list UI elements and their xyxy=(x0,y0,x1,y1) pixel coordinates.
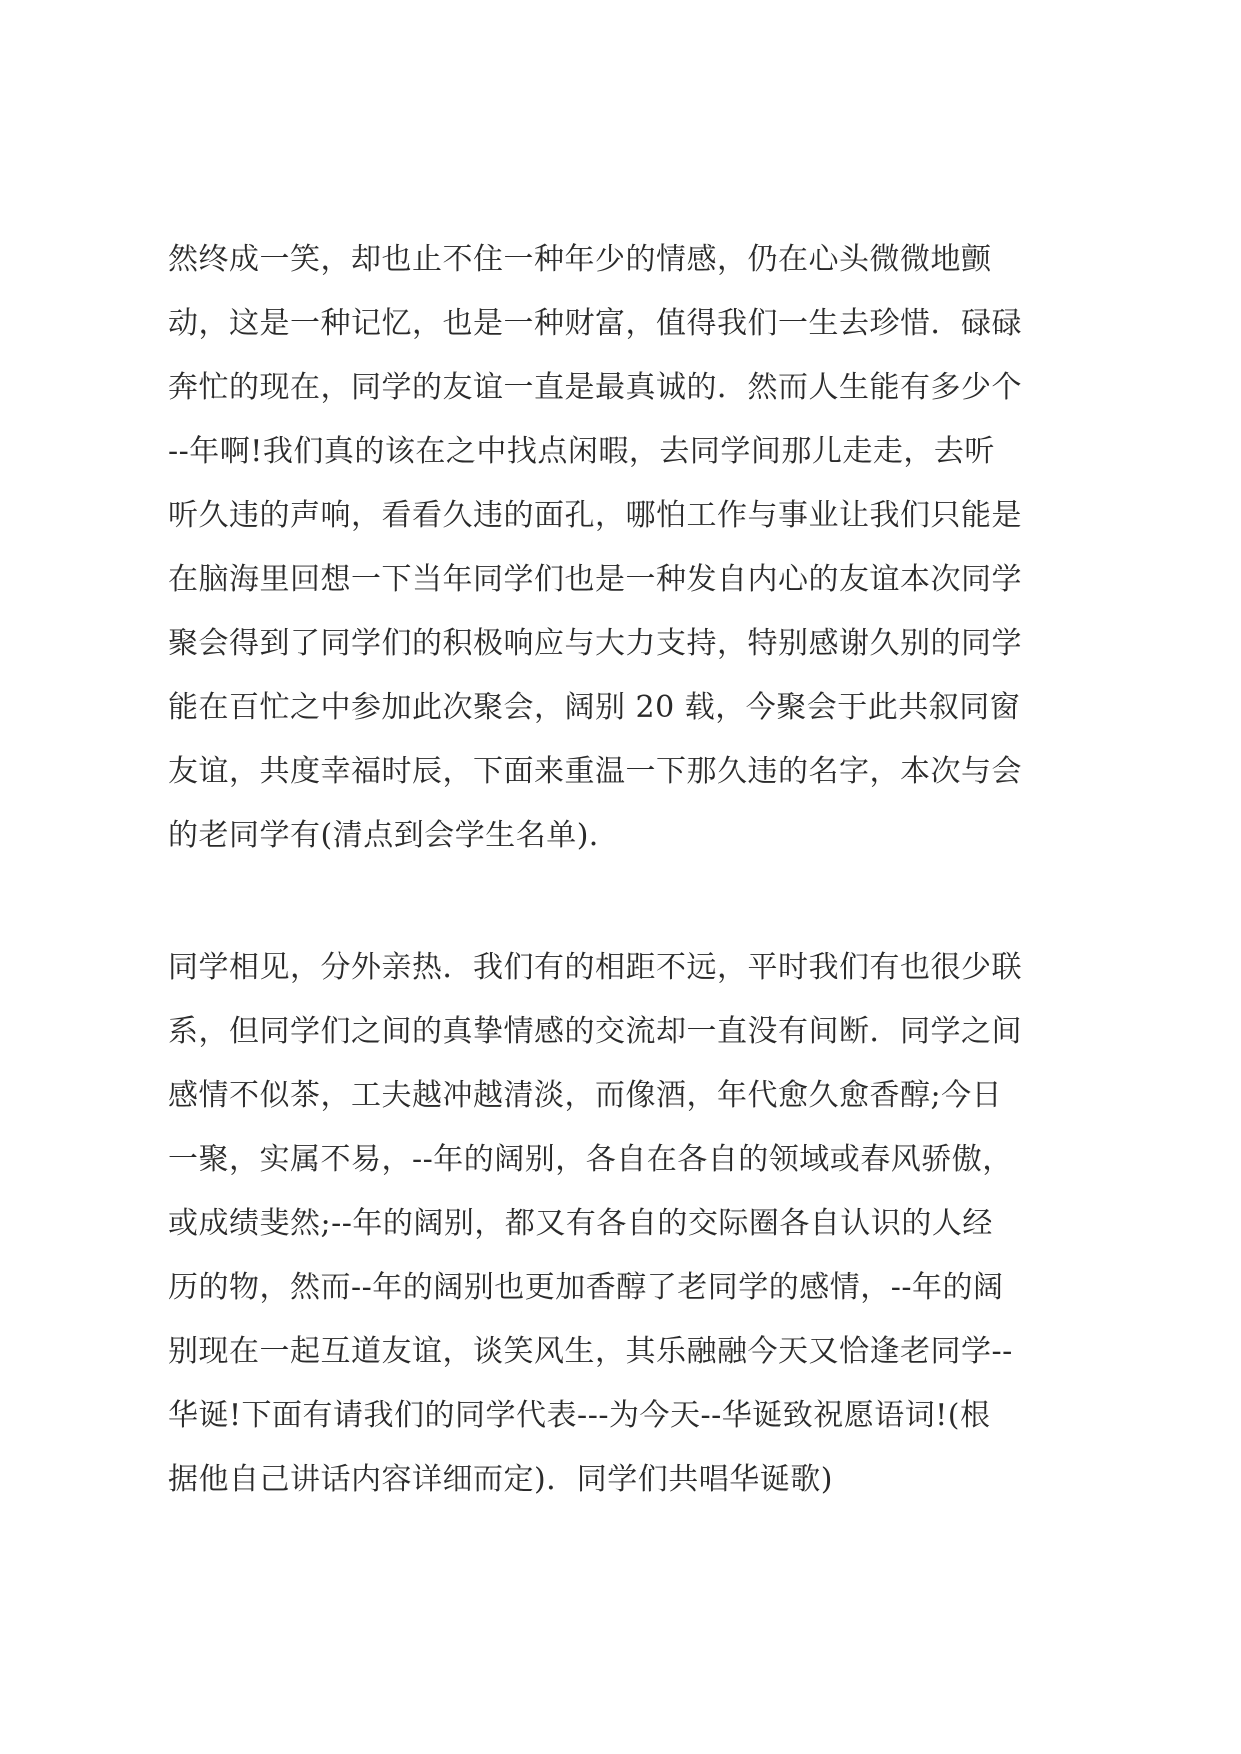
text-line: 感情不似茶，工夫越冲越清淡，而像酒，年代愈久愈香醇;今日 xyxy=(168,1078,1003,1113)
text-line: 同学相见，分外亲热．我们有的相距不远，平时我们有也很少联 xyxy=(168,950,1022,985)
text-line: 别现在一起互道友谊，谈笑风生，其乐融融今天又恰逢老同学-- xyxy=(168,1334,1013,1369)
text-line: 系，但同学们之间的真挚情感的交流却一直没有间断．同学之间 xyxy=(168,1014,1022,1049)
paragraph-1 xyxy=(168,228,1098,868)
text-line: 一聚，实属不易，--年的阔别，各自在各自的领域或春风骄傲， xyxy=(168,1142,1013,1177)
text-line: 听久违的声响，看看久违的面孔，哪怕工作与事业让我们只能是 xyxy=(168,498,1022,533)
text-line: 然终成一笑，却也止不住一种年少的情感，仍在心头微微地颤 xyxy=(168,242,992,277)
text-line: 或成绩斐然;--年的阔别，都又有各自的交际圈各自认识的人经 xyxy=(168,1206,993,1241)
paragraph-2 xyxy=(168,936,1098,1512)
text-line: 据他自己讲话内容详细而定)．同学们共唱华诞歌) xyxy=(168,1462,833,1497)
text-line: 历的物，然而--年的阔别也更加香醇了老同学的感情，--年的阔 xyxy=(168,1270,1004,1305)
text-line: --年啊!我们真的该在之中找点闲暇，去同学间那儿走走，去听 xyxy=(168,434,995,469)
text-line: 聚会得到了同学们的积极响应与大力支持，特别感谢久别的同学 xyxy=(168,626,1022,661)
text-line: 友谊，共度幸福时辰，下面来重温一下那久违的名字，本次与会 xyxy=(168,754,1022,789)
text-line: 动，这是一种记忆，也是一种财富，值得我们一生去珍惜．碌碌 xyxy=(168,306,1022,341)
text-line: 能在百忙之中参加此次聚会，阔别 20 载，今聚会于此共叙同窗 xyxy=(168,690,1021,725)
text-line: 在脑海里回想一下当年同学们也是一种发自内心的友谊本次同学 xyxy=(168,562,1022,597)
text-line: 的老同学有(清点到会学生名单)． xyxy=(168,818,620,853)
text-line: 奔忙的现在，同学的友谊一直是最真诚的．然而人生能有多少个 xyxy=(168,370,1022,405)
text-line: 华诞!下面有请我们的同学代表---为今天--华诞致祝愿语词!(根 xyxy=(168,1398,991,1433)
